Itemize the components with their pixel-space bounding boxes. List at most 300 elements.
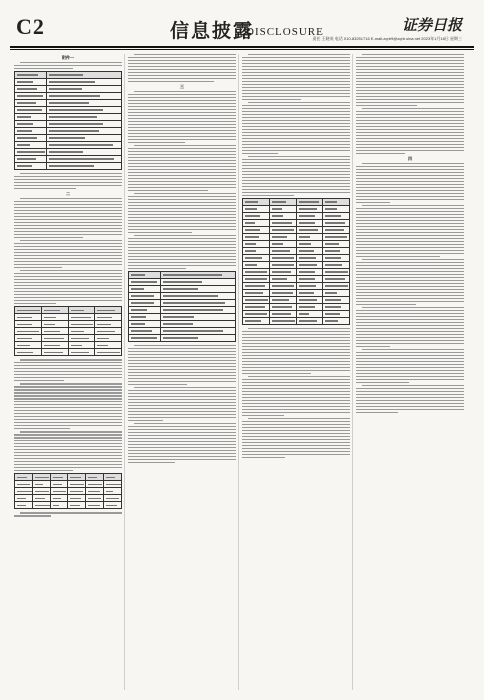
paragraph [356,259,464,305]
text-line [20,173,122,174]
text-line [356,93,464,94]
text-line [356,166,464,167]
table-cell [296,317,323,324]
text-line [128,184,236,185]
text-line [242,195,294,196]
text-line [242,457,285,458]
text-line [356,343,464,344]
text-line [14,246,122,247]
table-cell [269,317,296,324]
text-line [242,108,350,109]
table-row [15,321,122,328]
table-cell [269,261,296,268]
table-cell [243,226,270,233]
text-line [128,109,236,110]
text-line [362,163,464,164]
table-cell [129,313,161,320]
text-line [14,285,122,286]
text-line [356,153,405,154]
text-line [128,363,236,364]
text-line [128,220,236,221]
text-line [242,433,350,434]
text-line [128,432,236,433]
table-cell [41,321,68,328]
table-row [243,275,350,282]
table-cell [323,233,350,240]
text-line [242,141,350,142]
text-line [20,62,122,63]
table-cell [32,481,50,488]
table-row [15,495,122,502]
table-cell [129,285,161,292]
text-line [242,382,350,383]
text-line [356,72,464,73]
text-line [356,196,464,197]
table-cell [68,307,95,314]
paragraph [128,423,236,463]
text-line [362,259,464,260]
text-line [14,228,122,229]
table-row [15,93,122,100]
paragraph [14,431,122,471]
text-line [356,346,390,347]
text-line [128,372,236,373]
data-table [14,306,122,356]
text-line [242,439,350,440]
paragraph [14,270,122,304]
text-line [128,253,236,254]
table-cell [68,328,95,335]
text-line [14,374,122,375]
table-cell [95,307,122,314]
table-cell [95,342,122,349]
table-cell [296,254,323,261]
text-line [14,288,122,289]
table-row [15,114,122,121]
table-row [129,327,236,334]
table-cell [104,474,122,481]
text-line [14,416,122,417]
table-cell [296,233,323,240]
text-line [128,265,236,266]
text-line [242,400,350,401]
text-line [128,112,236,113]
table-cell [269,310,296,317]
table-row [243,289,350,296]
text-line [356,409,464,410]
text-line [242,120,350,121]
text-line [134,387,236,388]
table-cell [243,261,270,268]
text-line [356,114,464,115]
text-line [356,262,464,263]
text-line [20,383,122,384]
text-line [14,282,122,283]
text-line [356,331,464,332]
table-cell [323,289,350,296]
text-line [128,211,236,212]
paragraph [242,54,350,100]
table-cell [95,321,122,328]
text-line [242,370,350,371]
table-row [243,254,350,261]
text-line [128,226,236,227]
text-line [128,238,236,239]
text-line [356,169,464,170]
text-line [356,63,464,64]
text-line [356,99,464,100]
table-cell [15,128,47,135]
table-row [243,233,350,240]
text-line [242,96,350,97]
table-row [129,306,236,313]
text-line [356,253,464,254]
column-4 [356,54,464,690]
text-line [128,408,236,409]
table-cell [15,481,33,488]
text-line [248,418,350,419]
table-row [243,240,350,247]
text-line [356,364,464,365]
text-line [356,379,464,380]
table-row [15,100,122,107]
text-line [14,255,122,256]
text-line [356,355,464,356]
table-row [15,128,122,135]
text-line [128,130,236,131]
text-line [356,403,464,404]
text-line [134,345,236,346]
text-line [128,202,236,203]
table-cell [41,349,68,356]
table-row [15,328,122,335]
table-cell [15,93,47,100]
section-title-en: DISCLOSURE [246,26,324,38]
text-line [14,458,122,459]
text-line [14,449,122,450]
text-line [356,172,464,173]
text-line [248,328,350,329]
table-cell [161,334,236,341]
table-cell [243,317,270,324]
table-row [15,342,122,349]
text-line [14,392,122,393]
text-line [362,54,464,55]
table-cell [243,254,270,261]
text-line [356,388,464,389]
table-cell [269,282,296,289]
table-cell [243,303,270,310]
paragraph [242,418,350,458]
data-table [242,198,350,325]
text-line [356,325,464,326]
text-line [242,364,350,365]
table-cell [15,156,47,163]
text-line [242,126,350,127]
table-row [15,349,122,356]
text-line [128,411,236,412]
text-line [356,295,464,296]
text-line [128,393,236,394]
text-line [356,238,464,239]
newspaper-logo: 证券日报 [401,16,462,34]
table-cell [323,317,350,324]
text-line [356,187,464,188]
table-cell [68,488,86,495]
table-cell [269,219,296,226]
text-line [128,369,236,370]
column-1 [14,54,122,690]
text-line [356,144,464,145]
text-line [128,459,236,460]
paragraph [128,91,236,143]
text-line [356,78,464,79]
table-row [243,303,350,310]
text-line [362,108,464,109]
table-cell [296,247,323,254]
text-line [242,189,350,190]
text-line [242,361,350,362]
text-line [356,135,464,136]
text-line [356,102,464,103]
text-line [356,211,464,212]
text-line [14,300,122,301]
text-line [356,117,464,118]
table-row [15,307,122,314]
text-line [356,60,464,61]
text-line [14,273,122,274]
text-line [14,443,122,444]
table-cell [47,121,122,128]
text-line [242,451,350,452]
text-line [356,250,464,251]
text-line [128,178,236,179]
text-line [128,151,236,152]
text-line [356,175,464,176]
table-cell [269,268,296,275]
text-line [242,183,350,184]
text-line [356,208,464,209]
paragraph [14,198,122,238]
text-line [356,75,464,76]
text-line [356,232,464,233]
text-line [128,66,236,67]
table-cell [243,198,270,205]
table-row [15,79,122,86]
paragraph [14,512,122,516]
table-cell [95,328,122,335]
table-cell [68,481,86,488]
text-line [356,66,464,67]
paragraph [242,102,350,154]
table-cell [129,327,161,334]
table-cell [161,327,236,334]
table-cell [323,303,350,310]
table-row [129,271,236,278]
table-cell [47,135,122,142]
text-line [242,343,350,344]
text-line [128,450,236,451]
text-line [356,382,409,383]
text-line [356,265,464,266]
text-line [242,135,350,136]
table-cell [68,349,95,356]
text-line [242,442,350,443]
table-cell [243,219,270,226]
text-line [14,216,122,217]
text-line [356,283,464,284]
text-line [128,354,236,355]
table-row [15,107,122,114]
text-line [20,198,122,199]
table-cell [86,495,104,502]
table-cell [86,502,104,509]
text-line [14,440,122,441]
text-line [356,184,464,185]
table-cell [269,212,296,219]
text-line [356,361,464,362]
text-line [356,301,464,302]
paragraph [356,385,464,413]
table-cell [296,219,323,226]
text-line [14,182,122,183]
text-line [356,328,464,329]
text-line [356,123,464,124]
table-cell [243,205,270,212]
text-line [356,316,464,317]
table-cell [32,502,50,509]
table-cell [243,296,270,303]
table-cell [15,495,33,502]
text-line [242,93,350,94]
table-cell [243,247,270,254]
text-line [14,404,122,405]
text-line [14,401,122,402]
table-cell [15,342,42,349]
text-line [356,129,464,130]
text-line [14,204,122,205]
text-line [242,153,278,154]
table-cell [41,307,68,314]
table-cell [269,198,296,205]
text-line [128,181,236,182]
text-line [14,422,122,423]
text-line [14,291,122,292]
table-cell [161,278,236,285]
text-line [128,366,236,367]
text-line [128,106,236,107]
text-line [14,428,70,429]
text-line [242,427,350,428]
text-line [356,376,464,377]
text-line [134,423,236,424]
text-line [242,424,350,425]
text-line [356,126,464,127]
text-line [128,396,236,397]
text-line [356,277,464,278]
text-line [356,178,464,179]
table-cell [129,334,161,341]
text-line [356,202,390,203]
paragraph [356,54,464,106]
text-line [128,259,236,260]
text-line [128,405,236,406]
text-line [128,378,236,379]
table-cell [296,198,323,205]
section-heading: 四 [408,155,412,161]
paragraph [14,359,122,381]
text-line [14,434,122,435]
text-line [242,445,350,446]
text-line [14,470,73,471]
table-cell [323,205,350,212]
table-cell [68,495,86,502]
table-cell [47,100,122,107]
table-row [243,198,350,205]
table-cell [323,261,350,268]
table-cell [15,100,47,107]
text-line [242,117,350,118]
paragraph [242,328,350,374]
text-line [128,136,236,137]
text-line [242,66,350,67]
text-line [128,199,236,200]
text-line [128,187,236,188]
text-line [14,185,122,186]
text-line [242,397,350,398]
text-line [356,322,464,323]
text-line [242,349,350,350]
table-cell [269,205,296,212]
text-line [356,217,464,218]
text-line [356,229,464,230]
table-cell [243,282,270,289]
text-line [14,377,122,378]
text-line [14,213,122,214]
text-line [356,214,464,215]
text-line [14,225,122,226]
paragraph [356,349,464,383]
text-line [242,147,350,148]
table-cell [15,488,33,495]
text-line [14,243,122,244]
table-cell [296,205,323,212]
table-cell [129,320,161,327]
text-line [128,399,236,400]
text-line [242,84,350,85]
table-cell [47,142,122,149]
text-line [242,174,350,175]
table-cell [15,86,47,93]
paragraph [128,345,236,385]
text-line [242,69,350,70]
text-line [242,129,350,130]
text-line [128,247,236,248]
table-cell [296,268,323,275]
data-table [128,271,236,342]
table-cell [47,128,122,135]
section-heading: 附件一 [62,55,74,60]
paragraph [128,145,236,191]
text-line [128,384,187,385]
text-line [128,69,236,70]
table-cell [15,149,47,156]
text-line [356,244,464,245]
text-line [128,241,236,242]
text-line [20,270,122,271]
text-line [134,145,236,146]
table-cell [15,502,33,509]
